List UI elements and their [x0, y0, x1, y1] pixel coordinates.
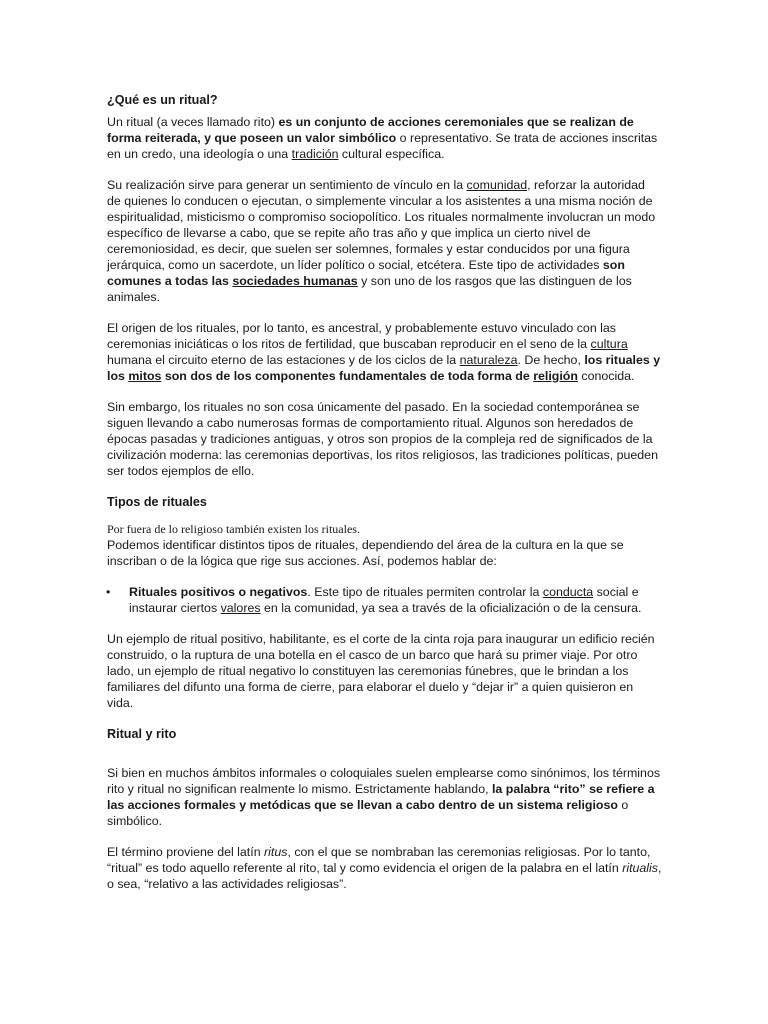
- bold-text: es un conjunto de acciones ceremoniales que se realizan de forma reiterada, y que poseen un valor simbólico: [107, 115, 634, 145]
- text: El término proviene del latín: [107, 845, 265, 859]
- text: , reforzar la autoridad de quienes lo conducen o ejecutan, o simplemente vincular a los asistentes a una misma noción de espiritualidad, misticismo o compromiso sociopolítico. Los rituales normalmente involucran un modo específico de llevarse a cabo, que se repite año tras año y que implica un cierto nivel de ceremoniosidad, es decir, que suelen ser solemnes, formales y estar conducidos por una figura jerárquica, como un sacerdote, un líder político o social, etcétera. Este tipo de actividades: [107, 178, 656, 272]
- text: o simbólico.: [107, 798, 629, 828]
- text: cultural específica.: [338, 147, 445, 161]
- paragraph-ejemplo: Un ejemplo de ritual positivo, habilitante, es el corte de la cinta roja para inaugurar un edificio recién construido, o la ruptura de una botella en el casco de un barco que hará su primer viaje. Por otro lado, un ejemplo de ritual negativo lo constituyen las ceremonias fúnebres, que le brindan a los familiares del difunto una forma de cierre, para elaborar el duelo y “dejar ir” a quien quisieron en vida.: [107, 632, 655, 710]
- text: son comunes a todas las: [107, 258, 625, 288]
- caption-fuera-de-lo-religioso: Por fuera de lo religioso también existen los rituales.: [107, 522, 360, 536]
- link-comunidad[interactable]: comunidad: [466, 178, 528, 192]
- link-conducta[interactable]: conducta: [542, 585, 594, 599]
- italic-text: ritus: [264, 845, 288, 859]
- paragraph-realizacion: [107, 177, 662, 305]
- text: social e instaurar ciertos: [129, 585, 639, 615]
- link-sociedades-humanas[interactable]: sociedades humanas: [232, 274, 358, 288]
- text: o representativo. Se trata de acciones inscritas en un credo, una ideología o una: [107, 131, 658, 161]
- text: humana el circuito eterno de las estaciones y de los ciclos de la: [107, 353, 460, 367]
- bold-text: Rituales positivos o negativos: [129, 585, 308, 599]
- link-valores[interactable]: valores: [220, 601, 261, 615]
- text: . Este tipo de rituales permiten controlar la: [307, 585, 543, 599]
- text: Su realización sirve para generar un sentimiento de vínculo en la: [107, 178, 467, 192]
- link-religion[interactable]: religión: [533, 369, 578, 383]
- heading-tipos-de-rituales: Tipos de rituales: [107, 495, 207, 509]
- paragraph-origen: [107, 320, 662, 384]
- paragraph-sin-embargo: Sin embargo, los rituales no son cosa únicamente del pasado. En la sociedad contemporánea se siguen llevando a cabo numerosas formas de comportamiento ritual. Algunos son heredados de épocas pasadas y tradiciones antiguas, y otros son propios de la compleja red de significados de la civilización moderna: las ceremonias deportivas, los ritos religiosos, las tradiciones políticas, pueden ser todos ejemplos de ello.: [107, 400, 658, 478]
- link-cultura[interactable]: cultura: [590, 337, 628, 351]
- paragraph-si-bien: [107, 765, 662, 829]
- text: conocida.: [577, 369, 635, 383]
- paragraph-termino: [107, 844, 662, 892]
- document-body: [107, 92, 662, 892]
- italic-text: ritualis: [622, 861, 659, 875]
- text: y son uno de los rasgos que las distinguen de los animales.: [107, 274, 632, 304]
- heading-ritual-y-rito: Ritual y rito: [107, 727, 177, 741]
- heading-que-es-un-ritual: ¿Qué es un ritual?: [107, 93, 218, 107]
- text: son dos de los componentes fundamentales de toda forma de: [161, 369, 534, 383]
- link-tradicion[interactable]: tradición: [291, 147, 339, 161]
- text: los rituales y los: [107, 353, 661, 383]
- link-mitos[interactable]: mitos: [128, 369, 162, 383]
- text: El origen de los rituales, por lo tanto, es ancestral, y probablemente estuvo vinculado con las ceremonias iniciáticas o los ritos de fertilidad, que buscaban reproducir en el seno de la: [107, 321, 616, 351]
- text: , con el que se nombraban las ceremonias religiosas. Por lo tanto, “ritual” es todo aquello referente al rito, tal y como evidencia el origen de la palabra en el latín: [107, 845, 651, 875]
- bold-text: la palabra “rito” se refiere a las acciones formales y metódicas que se llevan a cabo dentro de un sistema religioso: [107, 782, 655, 812]
- paragraph-definicion: [107, 114, 662, 162]
- text: Si bien en muchos ámbitos informales o coloquiales suelen emplearse como sinónimos, los términos rito y ritual no significan realmente lo mismo. Estrictamente hablando,: [107, 766, 661, 796]
- text: , o sea, “relativo a las actividades religiosas”.: [107, 861, 662, 891]
- text: Un ritual (a veces llamado rito): [107, 115, 279, 129]
- list-tipos: [107, 584, 662, 616]
- paragraph-podemos-identificar: Podemos identificar distintos tipos de rituales, dependiendo del área de la cultura en la que se inscriban o de la lógica que rige sus acciones. Así, podemos hablar de:: [107, 538, 624, 568]
- text: . De hecho,: [517, 353, 585, 367]
- bullet-icon: •: [106, 585, 111, 599]
- list-item: [107, 584, 662, 616]
- text: en la comunidad, ya sea a través de la oficialización o de la censura.: [260, 601, 642, 615]
- link-naturaleza[interactable]: naturaleza: [459, 353, 518, 367]
